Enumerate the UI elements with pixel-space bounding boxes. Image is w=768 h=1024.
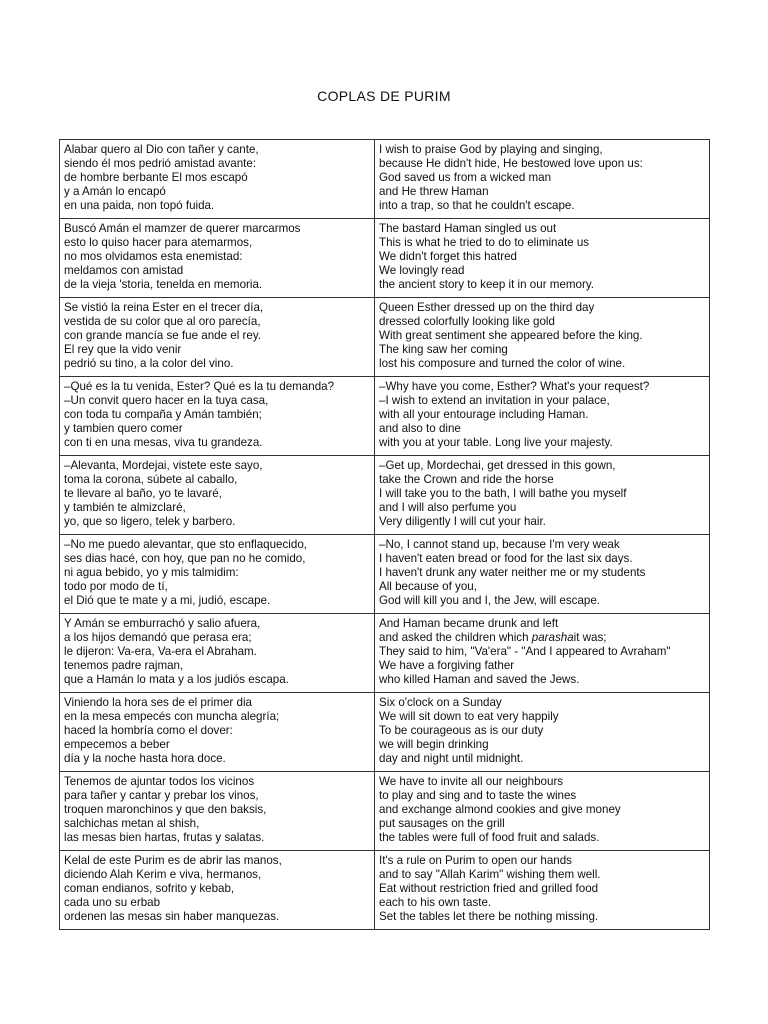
verse-line: with all your entourage including Haman.	[379, 408, 589, 422]
english-translation-cell	[375, 140, 710, 219]
verse-line: en una paida, non topó fuida.	[64, 199, 215, 213]
verse-line: le dijeron: Va-era, Va-era el Abraham.	[64, 645, 257, 659]
verse-line: –No, I cannot stand up, because I'm very weak	[379, 538, 620, 551]
verses-table	[59, 139, 710, 930]
stanza-row	[60, 693, 710, 772]
verse-line: cada uno su erbab	[64, 896, 161, 910]
verse-line: esto lo quiso hacer para atemarmos,	[64, 236, 253, 250]
verse-line: the tables were full of food fruit and salads.	[379, 831, 600, 845]
verse-line: We have to invite all our neighbours	[379, 775, 564, 788]
verse-line: Eat without restriction fried and grilled food	[379, 882, 599, 896]
verse-line: Tenemos de ajuntar todos los vicinos	[64, 775, 255, 788]
verse-line: a los hijos demandó que perasa era;	[64, 631, 252, 645]
verse-line: ses dias hacé, con hoy, que pan no he comido,	[64, 552, 306, 566]
verse-line: the ancient story to keep it in our memory.	[379, 278, 595, 292]
verse-line: because He didn't hide, He bestowed love upon us:	[379, 157, 643, 171]
verse-line-text: it was;	[573, 631, 607, 645]
verse-line: de hombre berbante El mos escapó	[64, 171, 248, 185]
verse-line: God saved us from a wicked man	[379, 171, 552, 185]
ladino-verse-cell	[60, 851, 375, 930]
verse-line: Viniendo la hora ses de el primer dia	[64, 696, 252, 709]
verse-line: put sausages on the grill	[379, 817, 505, 831]
ladino-verse-cell	[60, 614, 375, 693]
verse-line: who killed Haman and saved the Jews.	[379, 673, 580, 687]
verse-line: haced la hombría como el dover:	[64, 724, 233, 738]
verse-line: and He threw Haman	[379, 185, 489, 199]
verse-line: They said to him, "Va'era" - "And I appeared to Avraham"	[379, 645, 671, 659]
verse-line: Kelal de este Purim es de abrir las manos,	[64, 854, 282, 867]
english-translation-cell	[375, 377, 710, 456]
verse-line: We have a forgiving father	[379, 659, 515, 673]
verse-line: we will begin drinking	[379, 738, 489, 752]
ladino-verse-cell	[60, 535, 375, 614]
verse-line: el Dió que te mate y a mi, judió, escape.	[64, 594, 271, 608]
verse-line: Six o'clock on a Sunday	[379, 696, 502, 709]
verse-line: –Get up, Mordechai, get dressed in this gown,	[379, 459, 616, 472]
verse-line: de la vieja 'storia, tenelda en memoria.	[64, 278, 263, 292]
verse-line: yo, que so ligero, telek y barbero.	[64, 515, 236, 529]
verse-line: ni agua bebido, yo y mis talmidim:	[64, 566, 239, 580]
verse-line: y también te almizclaré,	[64, 501, 186, 515]
verse-line: Very diligently I will cut your hair.	[379, 515, 546, 529]
verse-line: Alabar quero al Dio con tañer y cante,	[64, 143, 259, 156]
verse-line: dressed colorfully looking like gold	[379, 315, 555, 329]
verse-line: Buscó Amán el mamzer de querer marcarmos	[64, 222, 301, 235]
page-title: COPLAS DE PURIM	[317, 88, 451, 104]
english-translation-cell	[375, 298, 710, 377]
stanza-row	[60, 219, 710, 298]
verse-line: coman endianos, sofrito y kebab,	[64, 882, 235, 896]
verse-line: This is what he tried to do to eliminate us	[379, 236, 590, 250]
verse-line: día y la noche hasta hora doce.	[64, 752, 226, 766]
verse-line: and I will also perfume you	[379, 501, 517, 515]
english-translation-cell	[375, 219, 710, 298]
verse-line: We will sit down to eat very happily	[379, 710, 559, 724]
ladino-verse-cell	[60, 693, 375, 772]
verse-line: lost his composure and turned the color of wine.	[379, 357, 626, 371]
verse-line: I will take you to the bath, I will bathe you myself	[379, 487, 627, 501]
english-translation-cell	[375, 693, 710, 772]
ladino-verse-cell	[60, 456, 375, 535]
verse-line: –I wish to extend an invitation in your palace,	[379, 394, 610, 408]
verse-line: into a trap, so that he couldn't escape.	[379, 199, 575, 213]
verse-line: –Un convit quero hacer en la tuya casa,	[64, 394, 269, 408]
verse-line: con ti en una mesas, viva tu grandeza.	[64, 436, 263, 450]
verse-line: diciendo Alah Kerim e viva, hermanos,	[64, 868, 262, 882]
verse-line: meldamos con amistad	[64, 264, 184, 278]
verse-line: and to say "Allah Karim" wishing them well.	[379, 868, 601, 882]
verse-line: toma la corona, súbete al caballo,	[64, 473, 238, 487]
english-translation-cell	[375, 772, 710, 851]
verse-line: Set the tables let there be nothing missing.	[379, 910, 599, 924]
english-translation-cell	[375, 614, 710, 693]
verse-line: Y Amán se emburrachó y salio afuera,	[64, 617, 261, 630]
stanza-row	[60, 851, 710, 930]
verse-line: para tañer y cantar y prebar los vinos,	[64, 789, 259, 803]
verse-line: siendo él mos pedrió amistad avante:	[64, 157, 257, 171]
english-translation-cell	[375, 456, 710, 535]
verse-line: To be courageous as is our duty	[379, 724, 544, 738]
verse-line: We lovingly read	[379, 264, 465, 278]
verse-line: las mesas bien hartas, frutas y salatas.	[64, 831, 265, 845]
verse-line: I haven't drunk any water neither me or my students	[379, 566, 646, 580]
verse-line: to play and sing and to taste the wines	[379, 789, 577, 803]
verse-line: We didn't forget this hatred	[379, 250, 517, 264]
verse-line: salchichas metan al shish,	[64, 817, 200, 831]
verse-line: It's a rule on Purim to open our hands	[379, 854, 572, 867]
stanza-row	[60, 456, 710, 535]
verse-line: and also to dine	[379, 422, 461, 436]
verse-line	[379, 631, 705, 645]
stanza-row	[60, 377, 710, 456]
stanza-row	[60, 772, 710, 851]
ladino-verse-cell	[60, 298, 375, 377]
verse-line: y a Amán lo encapó	[64, 185, 166, 199]
verse-line: I wish to praise God by playing and singing,	[379, 143, 603, 156]
verse-line: day and night until midnight.	[379, 752, 524, 766]
ladino-verse-cell	[60, 772, 375, 851]
verse-line: El rey que la vido venir	[64, 343, 182, 357]
verse-line: God will kill you and I, the Jew, will escape.	[379, 594, 601, 608]
verse-line: ordenen las mesas sin haber manquezas.	[64, 910, 280, 924]
verse-line: en la mesa empecés con muncha alegría;	[64, 710, 280, 724]
verse-line: y tambien quero comer	[64, 422, 183, 436]
verse-line: With great sentiment she appeared before the king.	[379, 329, 643, 343]
stanza-row	[60, 140, 710, 219]
verse-line: no mos olvidamos esta enemistad:	[64, 250, 243, 264]
verse-line: –Alevanta, Mordejai, vistete este sayo,	[64, 459, 263, 472]
verse-line: each to his own taste.	[379, 896, 492, 910]
verse-line-text: and asked the children which	[379, 631, 532, 645]
verse-line: –Qué es la tu venida, Ester? Qué es la tu demanda?	[64, 380, 335, 393]
verse-line: and exchange almond cookies and give money	[379, 803, 621, 817]
english-translation-cell	[375, 535, 710, 614]
verse-line: vestida de su color que al oro parecía,	[64, 315, 261, 329]
stanza-row	[60, 614, 710, 693]
verse-line: pedrió su tino, a la color del vino.	[64, 357, 234, 371]
ladino-verse-cell	[60, 377, 375, 456]
verse-line: troquen maronchinos y que den baksis,	[64, 803, 267, 817]
verse-line: with you at your table. Long live your majesty.	[379, 436, 613, 450]
verse-line: I haven't eaten bread or food for the last six days.	[379, 552, 633, 566]
ladino-verse-cell	[60, 140, 375, 219]
verse-line: te llevare al baño, yo te lavaré,	[64, 487, 222, 501]
verse-line-italic-word: parasha	[531, 631, 574, 645]
verse-line: And Haman became drunk and left	[379, 617, 559, 630]
ladino-verse-cell	[60, 219, 375, 298]
verse-line: con toda tu compaña y Amán también;	[64, 408, 262, 422]
verse-line: –No me puedo alevantar, que sto enflaquecido,	[64, 538, 307, 551]
verse-line: Queen Esther dressed up on the third day	[379, 301, 595, 314]
verse-line: The bastard Haman singled us out	[379, 222, 557, 235]
verse-line: Se vistió la reina Ester en el trecer día,	[64, 301, 264, 314]
english-translation-cell	[375, 851, 710, 930]
verse-line: –Why have you come, Esther? What's your request?	[379, 380, 650, 393]
verse-line: tenemos padre rajman,	[64, 659, 184, 673]
verse-line: All because of you,	[379, 580, 477, 594]
verse-line: take the Crown and ride the horse	[379, 473, 554, 487]
verse-line: que a Hamán lo mata y a los judiós escapa.	[64, 673, 289, 687]
stanza-row	[60, 535, 710, 614]
verse-line: todo por modo de tí,	[64, 580, 168, 594]
stanza-row	[60, 298, 710, 377]
verse-line: con grande mancía se fue ande el rey.	[64, 329, 262, 343]
verse-line: empecemos a beber	[64, 738, 170, 752]
verse-line: The king saw her coming	[379, 343, 508, 357]
